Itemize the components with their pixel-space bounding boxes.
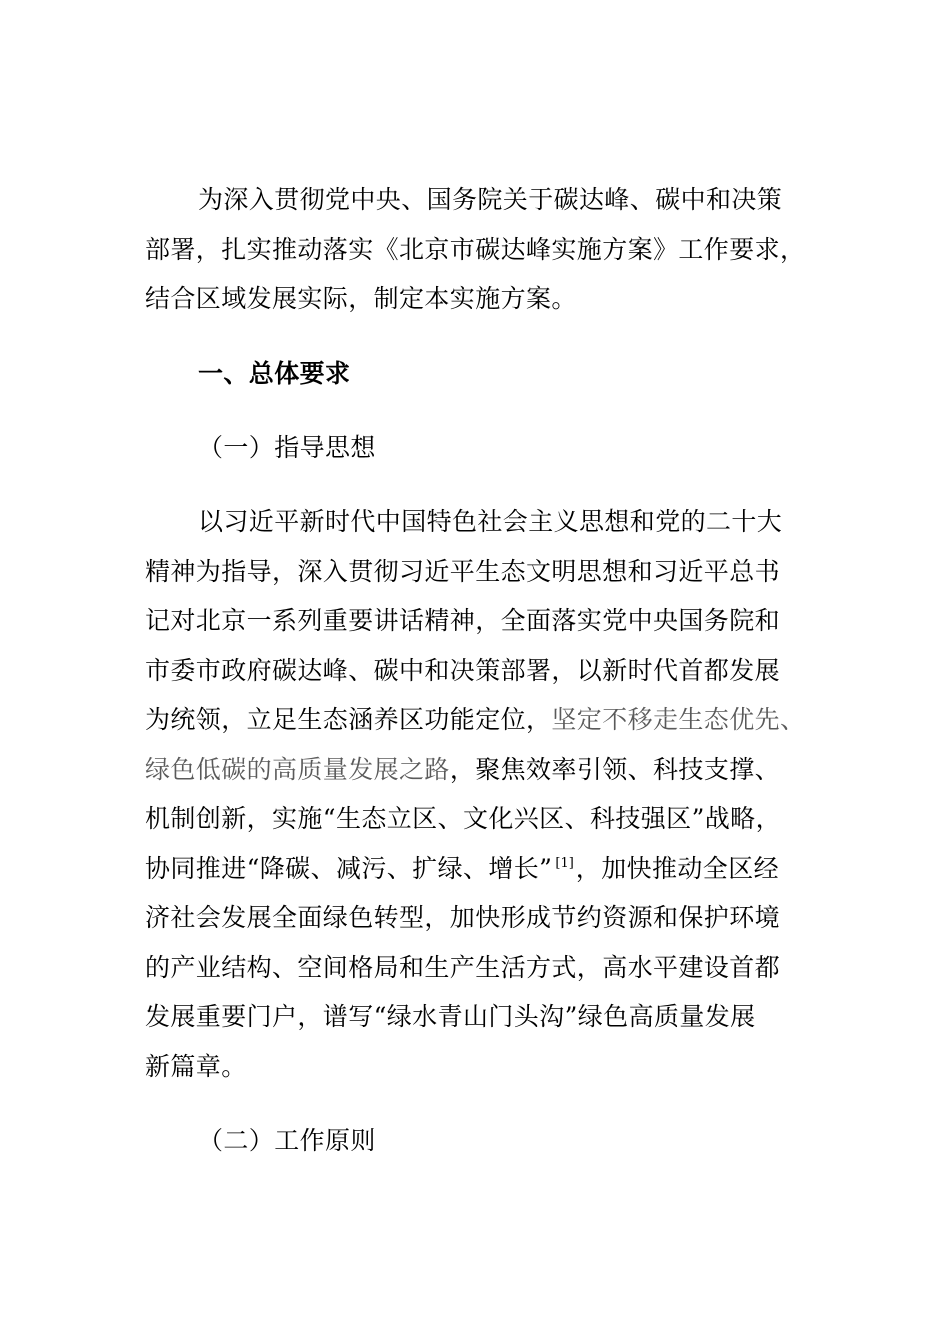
- body-text: 市委市政府碳达峰、碳中和决策部署，以新时代首都发展: [145, 655, 781, 685]
- body-text: 记对北京一系列重要讲话精神，全面落实党中央国务院和: [145, 606, 781, 635]
- muted-text: 坚定不移走生态优先、: [551, 705, 806, 734]
- intro-line: 部署，扎实推动落实《北京市碳达峰实施方案》工作要求，: [145, 234, 806, 264]
- body-text: 新篇章。: [145, 1051, 247, 1081]
- body-line: [145, 596, 950, 646]
- body-text: 为统领，立足生态涵养区功能定位，: [145, 705, 552, 734]
- body-text: 机制创新，实施“生态立区、文化兴区、科技强区”战略，: [145, 804, 781, 833]
- body-line: [145, 794, 950, 844]
- section-heading: 一、总体要求: [198, 358, 351, 388]
- guiding-ideology-paragraph: [145, 497, 950, 1091]
- body-line: [145, 745, 950, 795]
- body-line: [145, 992, 950, 1042]
- subsection-heading-guiding-ideology: （一）指导思想: [198, 432, 376, 462]
- intro-line: 为深入贯彻党中央、国务院关于碳达峰、碳中和决策: [198, 185, 783, 215]
- body-text: 发展重要门户，谱写“绿水青山门头沟”绿色高质量发展: [145, 1002, 756, 1031]
- body-text: 协同推进“降碳、减污、扩绿、增长”: [145, 853, 553, 883]
- footnote-reference: [1]: [555, 855, 574, 871]
- body-text: 以习近平新时代中国特色社会主义思想和党的二十大: [198, 507, 783, 536]
- body-text: 的产业结构、空间格局和生产生活方式，高水平建设首都: [145, 952, 781, 982]
- body-line: [145, 943, 950, 993]
- body-text: 精神为指导，深入贯彻习近平生态文明思想和习近平总书: [145, 556, 781, 586]
- intro-line: 结合区域发展实际，制定本实施方案。: [145, 284, 577, 314]
- body-line: [145, 497, 950, 547]
- muted-text: 绿色低碳的高质量发展之路: [145, 754, 450, 784]
- subsection-heading-working-principles: （二）工作原则: [198, 1125, 376, 1155]
- body-line: [145, 695, 950, 745]
- body-text: ，加快推动全区经: [575, 853, 779, 883]
- body-line: [145, 547, 950, 597]
- body-text: 济社会发展全面绿色转型，加快形成节约资源和保护环境: [145, 903, 781, 932]
- body-line: [145, 844, 950, 894]
- body-text: ，聚焦效率引领、科技支撑、: [449, 754, 781, 784]
- body-line: [145, 646, 950, 696]
- intro-paragraph: [145, 175, 950, 324]
- body-line: [145, 1042, 950, 1092]
- body-line: [145, 893, 950, 943]
